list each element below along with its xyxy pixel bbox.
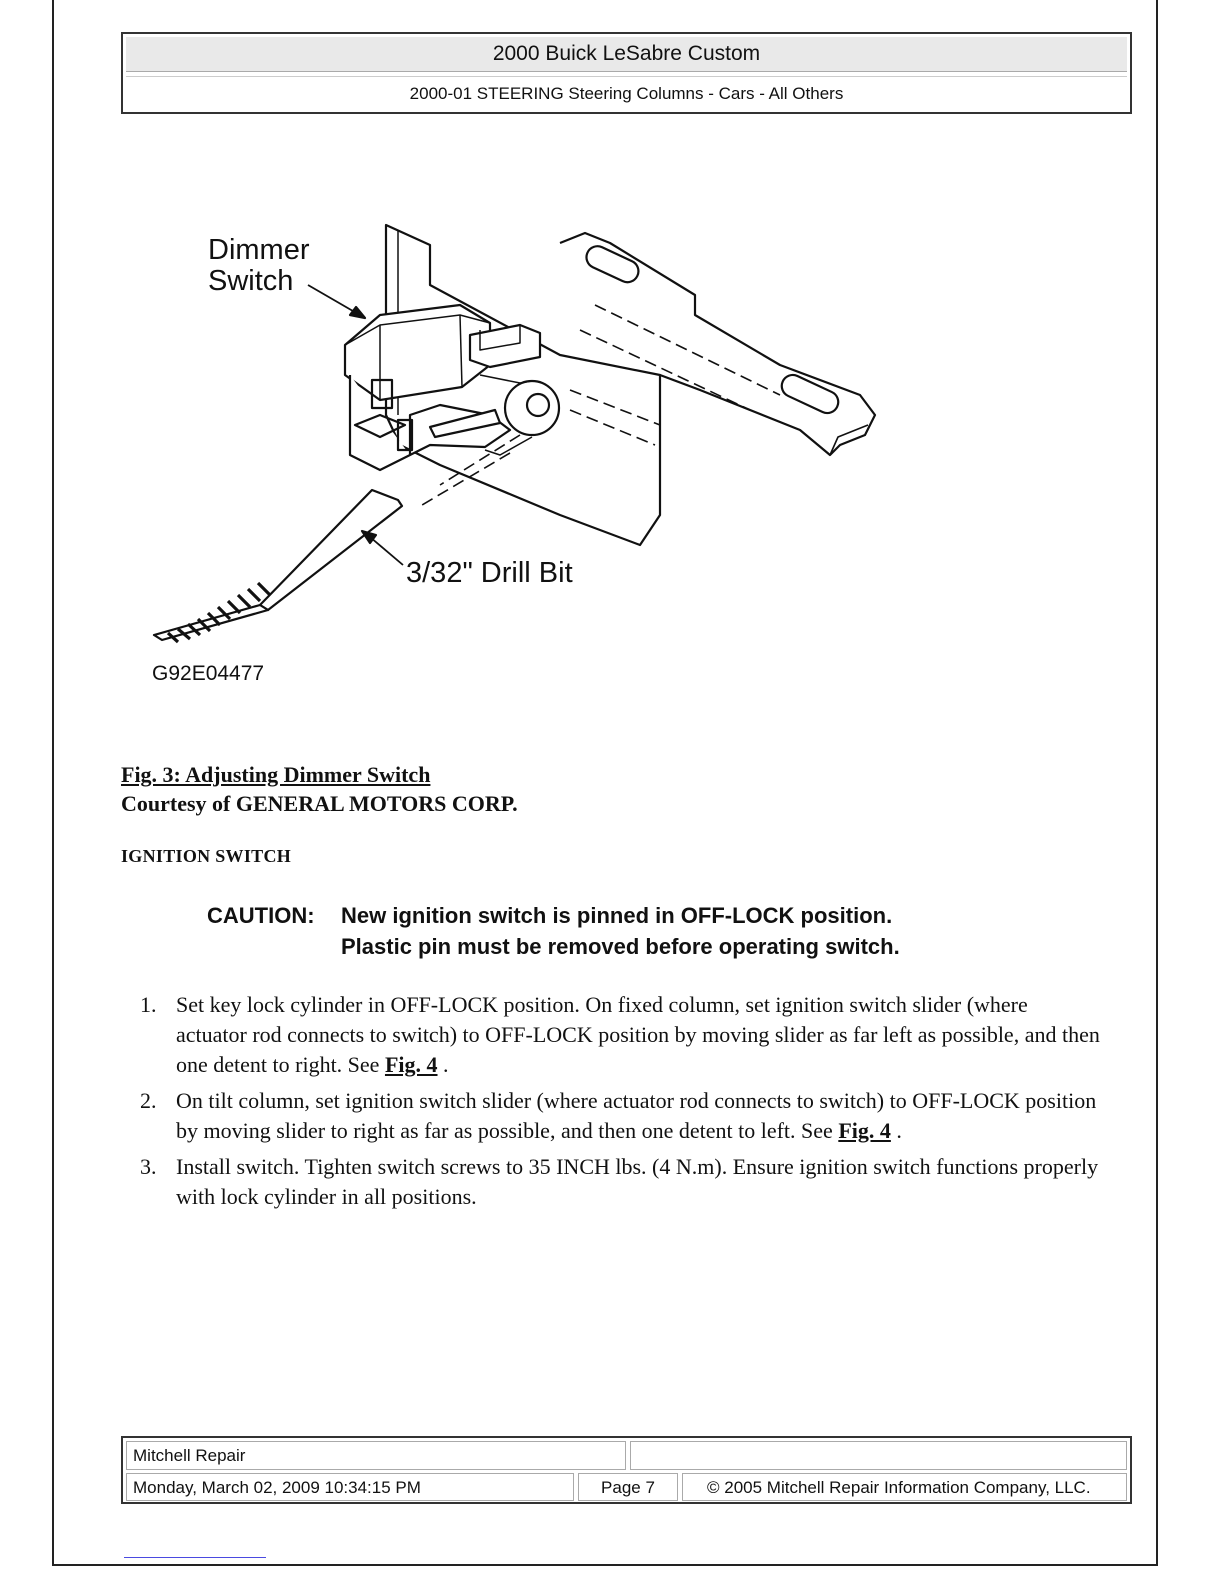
section-subtitle: 2000-01 STEERING Steering Columns - Cars - All Others [126, 76, 1127, 110]
section-heading: IGNITION SWITCH [121, 846, 292, 866]
figure-caption [121, 760, 518, 818]
list-item: 2. On tilt column, set ignition switch slider (where actuator rod connects to switch) to OFF-LOCK position by moving slider to right as far as possible, and then one detent to left. See Fig. 4 . [140, 1088, 1097, 1143]
list-item: 1. Set key lock cylinder in OFF-LOCK position. On fixed column, set ignition switch slider (where actuator rod connects to switch) to OFF-LOCK position by moving slider as far left as possible, and then one detent to right. See Fig. 4 . [140, 992, 1100, 1077]
footer-page-number: Page 7 [578, 1473, 678, 1501]
vehicle-title: 2000 Buick LeSabre Custom [126, 37, 1127, 72]
footer-datetime: Monday, March 02, 2009 10:34:15 PM [126, 1473, 574, 1501]
figure-dimmer-switch [140, 215, 900, 695]
caution-line-1: New ignition switch is pinned in OFF-LOCK position. [341, 903, 893, 928]
caution-line-2: Plastic pin must be removed before operating switch. [341, 934, 900, 959]
document-footer [121, 1436, 1132, 1504]
bottom-rule [124, 1557, 266, 1558]
bracket-arm [560, 233, 875, 455]
footer-copyright: © 2005 Mitchell Repair Information Company, LLC. [682, 1473, 1127, 1501]
figure-code: G92E04477 [152, 662, 265, 685]
footer-blank-cell [630, 1441, 1127, 1470]
footer-company: Mitchell Repair [126, 1441, 626, 1470]
slot-lower [778, 371, 842, 416]
list-item: 3. Install switch. Tighten switch screws to 35 INCH lbs. (4 N.m). Ensure ignition switch functions properly with lock cylinder in all positions. [140, 1154, 1099, 1209]
figure-caption-title: Fig. 3: Adjusting Dimmer Switch [121, 762, 431, 787]
drill-bit-label: 3/32" Drill Bit [406, 557, 573, 589]
document-header [121, 32, 1132, 114]
fig-4-link[interactable]: Fig. 4 [838, 1118, 891, 1143]
drill-arrow [370, 537, 403, 565]
fig-4-link[interactable]: Fig. 4 [384, 1052, 438, 1077]
dimmer-switch-label: Dimmer Switch [208, 234, 310, 297]
slot-upper [583, 243, 642, 286]
drill-bit [154, 490, 402, 642]
switch-body [345, 305, 490, 400]
switch-hub [505, 381, 559, 435]
figure-courtesy: Courtesy of GENERAL MOTORS CORP. [121, 791, 518, 816]
caution-label: CAUTION: [207, 903, 315, 928]
procedure-steps [140, 990, 1100, 1218]
caution-note [207, 900, 900, 962]
